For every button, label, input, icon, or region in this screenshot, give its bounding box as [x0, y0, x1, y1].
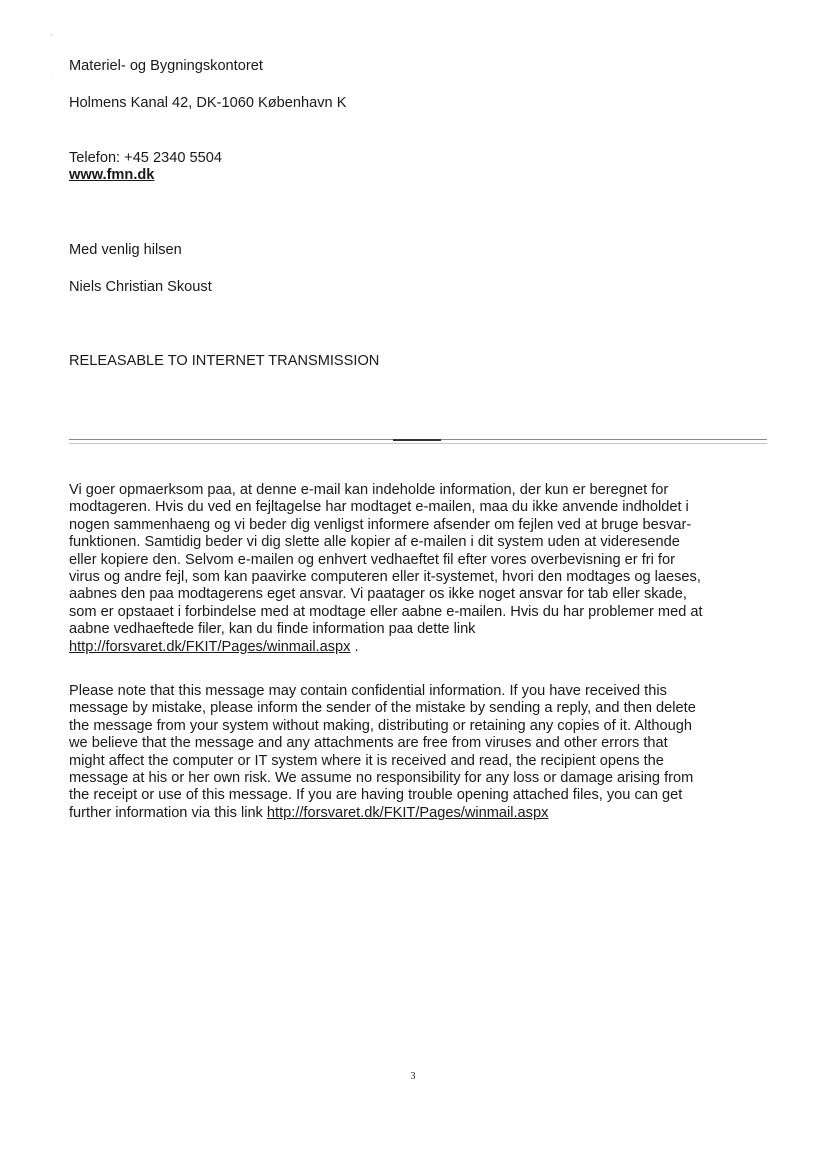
winmail-link-english[interactable]: http://forsvaret.dk/FKIT/Pages/winmail.aspx — [266, 804, 549, 821]
classification-label: RELEASABLE TO INTERNET TRANSMISSION — [69, 353, 380, 369]
office-name: Materiel- og Bygningskontoret — [69, 58, 263, 74]
disclaimer-danish-suffix: . — [350, 638, 359, 655]
disclaimer-english — [69, 683, 774, 822]
scan-speck: · — [51, 74, 54, 81]
separator-accent — [393, 439, 441, 441]
sender-name: Niels Christian Skoust — [69, 279, 212, 295]
disclaimer-danish — [69, 482, 774, 656]
page-number: 3 — [410, 1071, 416, 1082]
winmail-link-danish[interactable]: http://forsvaret.dk/FKIT/Pages/winmail.aspx — [69, 638, 351, 655]
disclaimer-danish-text: Vi goer opmaerksom paa, at denne e-mail kan indeholde information, der kun er beregnet for modtageren. Hvis du ved en fejltagelse har modtaget e-mailen, maa du ikke anvende indholdet i nogen sammenhaeng og vi beder dig venligst informere afsender om fejlen ved at bruge besvar- funktionen. Samtidig beder vi dig slette alle kopier af e-mailen i dit system uden at videresende eller kopiere den. Selvom e-mailen og enhvert vedhaeftet fil efter vores overbevisning er fri for virus og andre fejl, som kan paavirke computeren eller it-systemet, hvori den modtages og laeses, aabnes den paa modtagerens eget ansvar. Vi paatager os ikke noget ansvar for tab eller skade, som er opstaaet i forbindelse med at modtage eller aabne e-mailen. Hvis du har problemer med at aabne vedhaeftede filer, kan du finde information paa dette link — [69, 482, 703, 638]
website-link[interactable]: www.fmn.dk — [69, 167, 155, 183]
disclaimer-english-text: Please note that this message may contain confidential information. If you have received this message by mistake, please inform the sender of the mistake by sending a reply, and then delete the message from your system without making, distributing or retaining any copies of it. Although we believe that the message and any attachments are free from viruses and other errors that might affect the computer or IT system where it is received and read, the recipient opens the message at his or her own risk. We assume no responsibility for any loss or damage arising from the receipt or use of this message. If you are having trouble opening attached files, you can get further information via this link — [69, 683, 696, 821]
phone-number: Telefon: +45 2340 5504 — [69, 150, 222, 166]
office-address: Holmens Kanal 42, DK-1060 København K — [69, 95, 347, 111]
separator-line-lower — [69, 443, 767, 444]
closing-greeting: Med venlig hilsen — [69, 242, 182, 258]
scan-speck: ' — [51, 34, 53, 41]
